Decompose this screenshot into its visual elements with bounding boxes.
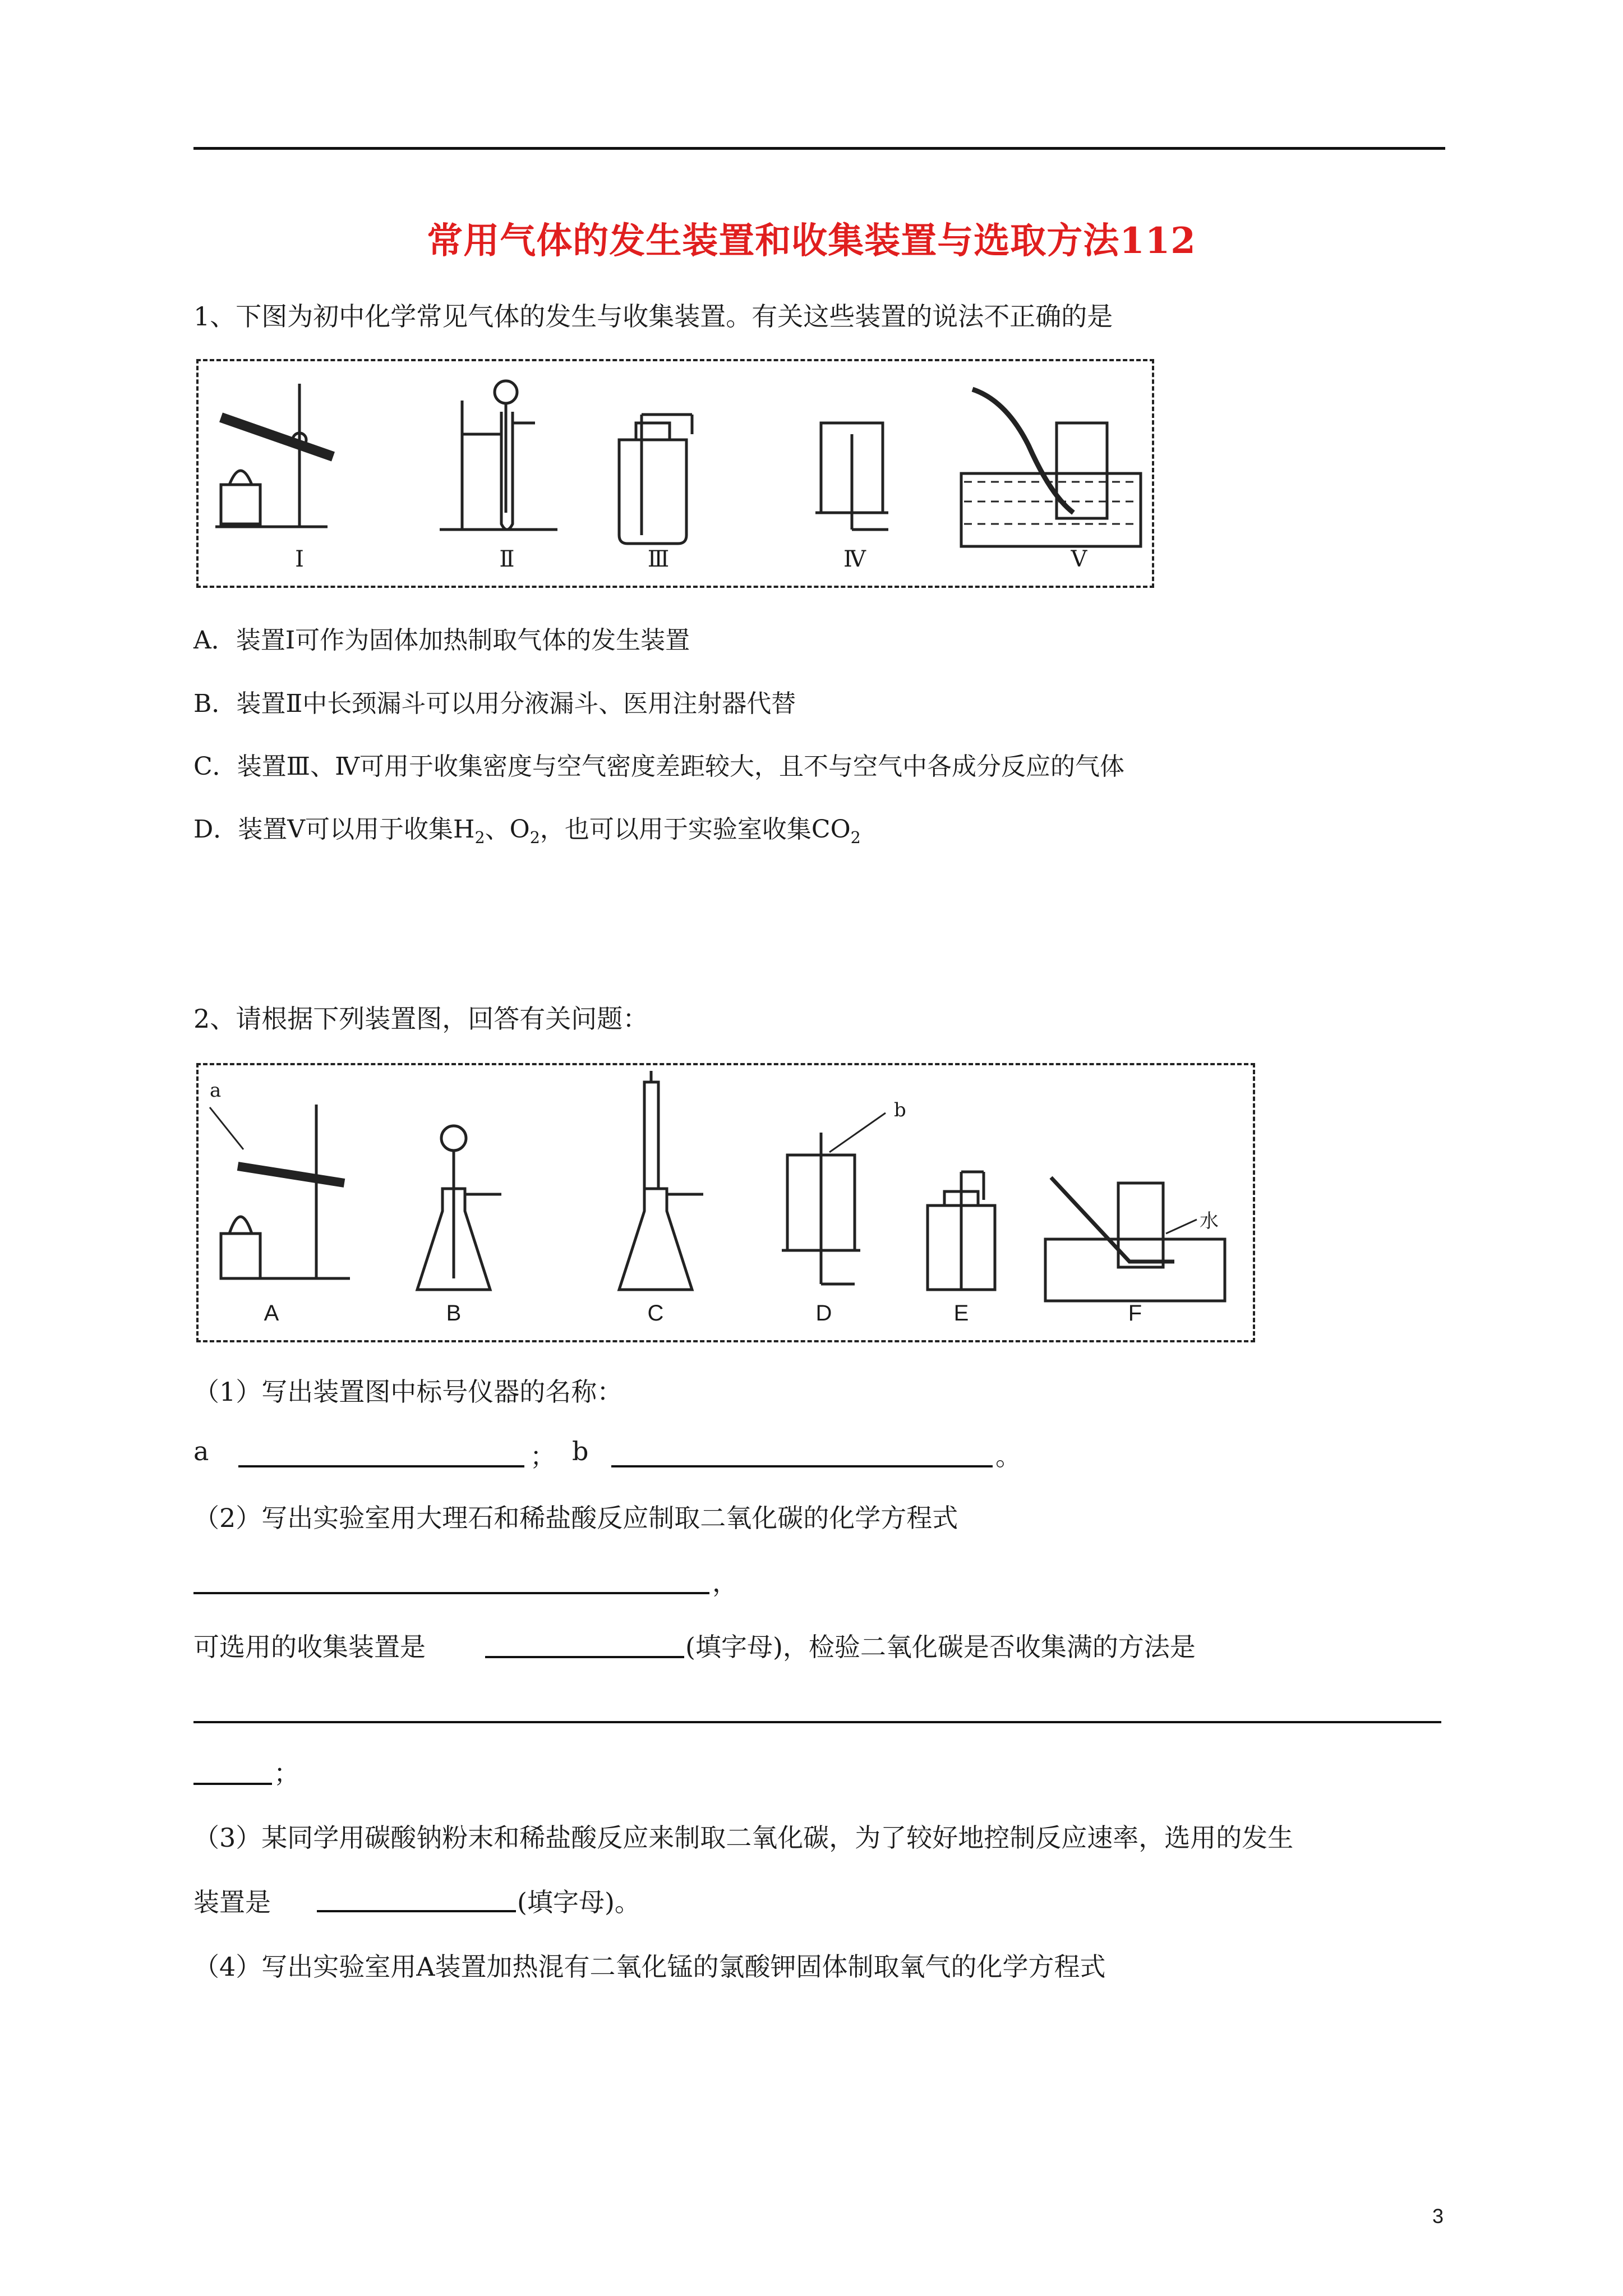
q1-option-d-sub2: 2: [529, 827, 540, 847]
q2-sub3-line2-post: (填字母)。: [517, 1887, 640, 1917]
q2-sub1-b-label: b: [572, 1436, 589, 1466]
q1-option-d: [193, 809, 861, 847]
q1-figure-label-2: Ⅱ: [499, 546, 515, 572]
q1-option-d-part3: ，也可以用于实验室收集CO: [540, 815, 851, 844]
q1-figure-label-3: Ⅲ: [647, 546, 670, 572]
page-title: 常用气体的发生装置和收集装置与选取方法112: [427, 220, 1196, 262]
q2-label-water: 水: [1200, 1210, 1219, 1232]
q2-method-blank-line[interactable]: [193, 1721, 1441, 1723]
q2-answer-a-blank[interactable]: [238, 1465, 524, 1467]
q2-sub1-a-label: a: [193, 1436, 209, 1466]
q1-option-d-sub1: 2: [474, 827, 485, 847]
q2-generator-device-blank[interactable]: [317, 1910, 516, 1912]
q2-sub2-semicolon: ；: [274, 1758, 299, 1788]
q1-option-d-part1: D．装置Ⅴ可以用于收集H: [193, 815, 475, 844]
q2-collection-device-blank[interactable]: [485, 1656, 684, 1658]
q1-option-a: A．装置Ⅰ可作为固体加热制取气体的发生装置: [193, 626, 690, 655]
q2-figure-label-b: B: [446, 1301, 462, 1326]
q1-figure-label-4: Ⅳ: [843, 546, 866, 572]
q1-option-d-part2: 、O: [485, 815, 530, 844]
q2-sub2-collect-pre: 可选用的收集装置是: [193, 1632, 426, 1662]
q2-sub1-end: 。: [995, 1441, 1021, 1471]
q2-sub3-line2-pre: 装置是: [193, 1887, 271, 1917]
page-number: 3: [1432, 2205, 1444, 2228]
q2-figure-label-d: D: [815, 1301, 832, 1326]
q2-figure-label-f: F: [1128, 1301, 1142, 1326]
q2-sub4: （4）写出实验室用A装置加热混有二氧化锰的氯酸钾固体制取氧气的化学方程式: [193, 1952, 1106, 1982]
q2-figure-label-c: C: [647, 1301, 664, 1326]
q2-sub2: （2）写出实验室用大理石和稀盐酸反应制取二氧化碳的化学方程式: [193, 1503, 958, 1533]
q2-sub1: （1）写出装置图中标号仪器的名称：: [193, 1377, 623, 1407]
q2-sub2-collect-post: (填字母)，检验二氧化碳是否收集满的方法是: [685, 1632, 1196, 1662]
q2-label-a: a: [210, 1079, 222, 1102]
q2-apparatus-drawing: [199, 1065, 1253, 1340]
q1-option-c: C．装置Ⅲ、Ⅳ可用于收集密度与空气密度差距较大，且不与空气中各成分反应的气体: [193, 752, 1125, 781]
q1-figure-label-5: Ⅴ: [1071, 546, 1087, 572]
q2-answer-b-blank[interactable]: [611, 1465, 993, 1467]
q2-figure-label-a: A: [264, 1301, 279, 1326]
q1-figure: [196, 359, 1154, 588]
q1-stem: 1、下图为初中化学常见气体的发生与收集装置。有关这些装置的说法不正确的是: [193, 301, 1113, 332]
q2-sub2-comma: ，: [712, 1567, 738, 1598]
q2-equation-blank[interactable]: [193, 1592, 709, 1594]
q2-label-b: b: [894, 1099, 906, 1121]
q2-method-blank-end[interactable]: [193, 1783, 272, 1785]
header-rule: [193, 147, 1445, 150]
q1-figure-label-1: Ⅰ: [295, 546, 304, 572]
q2-sub1-sep: ；: [530, 1441, 556, 1471]
q2-stem: 2、请根据下列装置图，回答有关问题：: [193, 1004, 649, 1034]
q2-sub3-line1: （3）某同学用碳酸钠粉末和稀盐酸反应来制取二氧化碳，为了较好地控制反应速率，选用的发生: [193, 1823, 1294, 1853]
q2-figure-label-e: E: [953, 1301, 969, 1326]
q2-figure: [196, 1063, 1255, 1342]
q1-option-d-sub3: 2: [850, 827, 861, 847]
q1-option-b: B．装置Ⅱ中长颈漏斗可以用分液漏斗、医用注射器代替: [193, 689, 796, 718]
